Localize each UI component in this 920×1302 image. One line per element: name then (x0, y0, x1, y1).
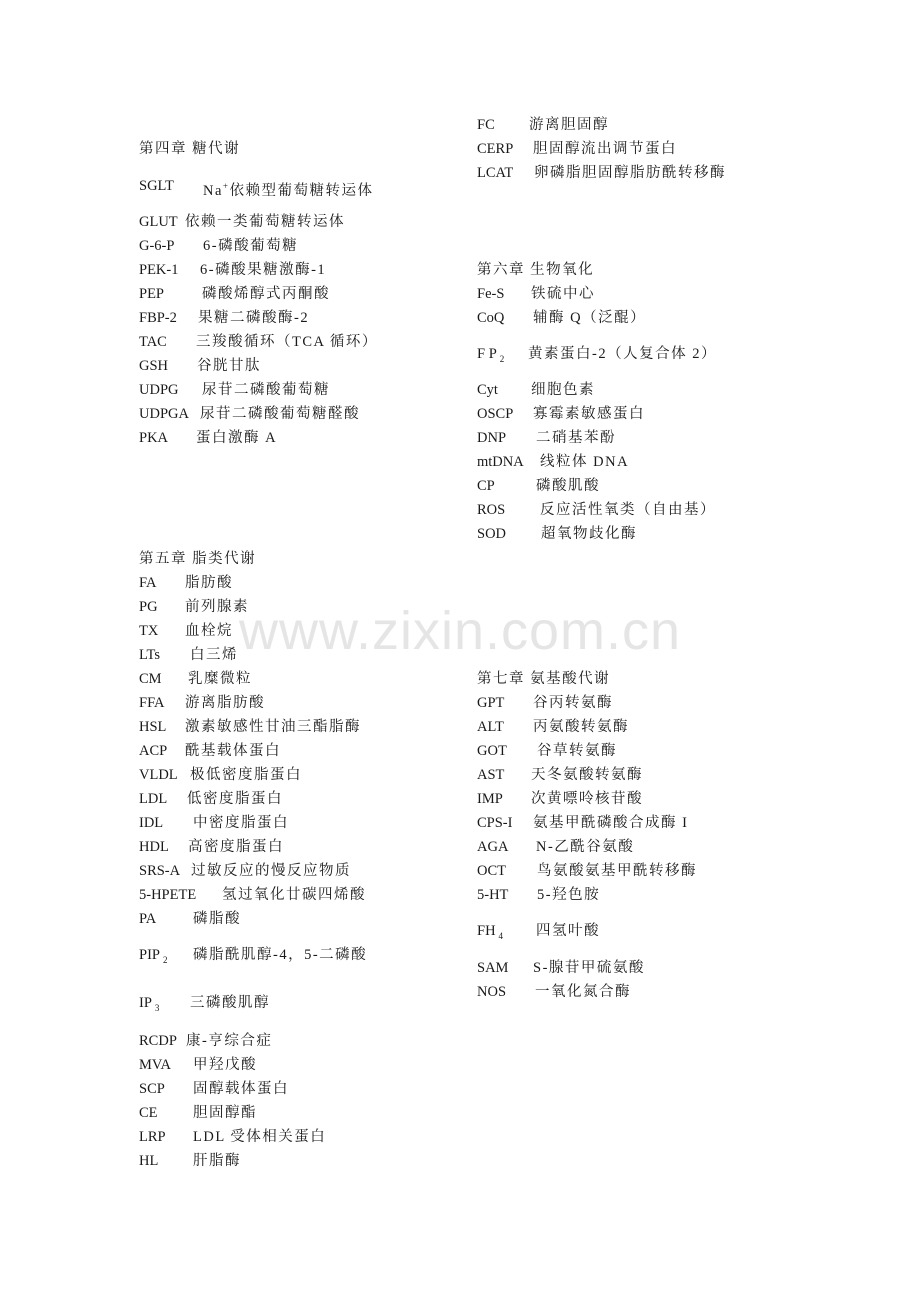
abbreviation: LRP (139, 1129, 166, 1145)
definition: 磷酸肌酸 (536, 478, 600, 494)
entry-fh4 (477, 921, 600, 941)
definition: 超氧物歧化酶 (541, 526, 637, 542)
entry-nos (477, 982, 631, 1002)
abbreviation: PA (139, 911, 157, 927)
abbreviation: GOT (477, 743, 507, 759)
definition: 鸟氨酸氨基甲酰转移酶 (537, 863, 697, 879)
abbreviation: LTs (139, 647, 161, 663)
abbreviation: IMP (477, 791, 503, 807)
abbreviation: IDL (139, 815, 164, 831)
entry-coq (477, 308, 646, 328)
entry-mva (139, 1055, 257, 1075)
entry-fc (477, 115, 609, 135)
abbreviation: 5-HPETE (139, 887, 197, 903)
abbreviation: MVA (139, 1057, 171, 1073)
entry-cyt (477, 380, 595, 400)
abbreviation: LDL (139, 791, 168, 807)
definition: 辅酶 Q（泛醌） (533, 310, 647, 326)
definition: 氨基甲酰磷酸合成酶 I (533, 815, 689, 831)
definition: 四氢叶酸 (536, 923, 600, 939)
definition: 磷酸烯醇式丙酮酸 (202, 286, 330, 302)
chapter-6-heading (477, 260, 594, 280)
entry-lcat (477, 163, 726, 183)
definition: 5-羟色胺 (537, 887, 601, 903)
definition: 6-磷酸葡萄糖 (203, 238, 299, 254)
entry-mtdna (477, 452, 629, 472)
abbreviation: SGLT (139, 178, 174, 194)
entry-cp (477, 476, 600, 496)
abbreviation: PIP $_2$ (139, 947, 168, 965)
definition: 酰基载体蛋白 (185, 743, 281, 759)
definition: 细胞色素 (531, 382, 595, 398)
entry-pa (139, 909, 241, 929)
entry-pg (139, 597, 249, 617)
entry-scp (139, 1079, 289, 1099)
entry-tac (139, 332, 378, 352)
definition: 脂肪酸 (185, 575, 233, 591)
abbreviation: HSL (139, 719, 167, 735)
definition: 6-磷酸果糖激酶-1 (200, 262, 327, 278)
definition: Na+依赖型葡萄糖转运体 (203, 181, 374, 199)
abbreviation: G-6-P (139, 238, 175, 254)
entry-fp2 (477, 344, 717, 364)
definition: 依赖一类葡萄糖转运体 (185, 214, 345, 230)
abbreviation: SCP (139, 1081, 165, 1097)
abbreviation: ALT (477, 719, 504, 735)
definition: 高密度脂蛋白 (188, 839, 284, 855)
entry-cm (139, 669, 252, 689)
entry-pip2 (139, 945, 367, 965)
definition: 黄素蛋白-2（人复合体 2） (528, 346, 717, 362)
definition: 三磷酸肌醇 (190, 995, 270, 1011)
definition: 尿苷二磷酸葡萄糖醛酸 (200, 406, 360, 422)
abbreviation: CP (477, 478, 495, 494)
definition: LDL 受体相关蛋白 (193, 1129, 327, 1145)
entry-pek1 (139, 260, 326, 280)
abbreviation: AST (477, 767, 505, 783)
entry-ast (477, 765, 643, 785)
abbreviation: CM (139, 671, 162, 687)
chapter-5-heading (139, 549, 256, 569)
entry-hl (139, 1151, 241, 1171)
entry-imp (477, 789, 643, 809)
definition: 铁硫中心 (531, 286, 595, 302)
abbreviation: VLDL (139, 767, 178, 783)
definition: 天冬氨酸转氨酶 (531, 767, 643, 783)
abbreviation: 5-HT (477, 887, 509, 903)
definition: 激素敏感性甘油三酯脂酶 (185, 719, 361, 735)
entry-glut (139, 212, 345, 232)
abbreviation: TX (139, 623, 159, 639)
entry-hdl (139, 837, 284, 857)
abbreviation: LCAT (477, 165, 514, 181)
entry-acp (139, 741, 281, 761)
abbreviation: CE (139, 1105, 158, 1121)
chapter-7-heading (477, 669, 610, 689)
definition: 磷脂酸 (193, 911, 241, 927)
entry-alt (477, 717, 629, 737)
entry-lts (139, 645, 238, 665)
definition: 寡霉素敏感蛋白 (533, 406, 645, 422)
entry-udpga (139, 404, 360, 424)
entry-ros (477, 500, 716, 520)
abbreviation: UDPG (139, 382, 179, 398)
definition: 甲羟戊酸 (193, 1057, 257, 1073)
entry-fa (139, 573, 233, 593)
entry-idl (139, 813, 289, 833)
abbreviation: mtDNA (477, 454, 524, 470)
definition: 卵磷脂胆固醇脂肪酰转移酶 (534, 165, 726, 181)
definition: 前列腺素 (185, 599, 249, 615)
entry-pep (139, 284, 330, 304)
entry-oct (477, 861, 697, 881)
abbreviation: PG (139, 599, 158, 615)
entry-g6p (139, 236, 298, 256)
definition: 血栓烷 (185, 623, 233, 639)
definition: 游离胆固醇 (529, 117, 609, 133)
definition: 极低密度脂蛋白 (190, 767, 302, 783)
watermark: www.zixin.com.cn (238, 601, 682, 661)
abbreviation: TAC (139, 334, 167, 350)
entry-sglt (139, 176, 374, 199)
definition: 中密度脂蛋白 (193, 815, 289, 831)
entry-srsa (139, 861, 351, 881)
chapter-title: 第四章 糖代谢 (139, 141, 241, 157)
abbreviation: FA (139, 575, 157, 591)
abbreviation: HL (139, 1153, 159, 1169)
entry-hsl (139, 717, 361, 737)
abbreviation: PKA (139, 430, 169, 446)
entry-vldl (139, 765, 302, 785)
abbreviation: SAM (477, 960, 509, 976)
abbreviation: OSCP (477, 406, 514, 422)
definition: 线粒体 DNA (540, 454, 630, 470)
definition: 三羧酸循环（TCA 循环） (196, 334, 378, 350)
definition: S-腺苷甲硫氨酸 (533, 960, 645, 976)
entry-ce (139, 1103, 257, 1123)
abbreviation: SRS-A (139, 863, 181, 879)
entry-cpsi (477, 813, 688, 833)
abbreviation: GLUT (139, 214, 178, 230)
entry-sam (477, 958, 645, 978)
abbreviation: GSH (139, 358, 169, 374)
definition: 次黄嘌呤核苷酸 (531, 791, 643, 807)
abbreviation: NOS (477, 984, 507, 1000)
definition: 白三烯 (190, 647, 238, 663)
definition: 谷胱甘肽 (197, 358, 261, 374)
definition: 固醇载体蛋白 (193, 1081, 289, 1097)
definition: 反应活性氧类（自由基） (540, 502, 716, 518)
definition: 乳糜微粒 (188, 671, 252, 687)
abbreviation: FFA (139, 695, 165, 711)
entry-got (477, 741, 617, 761)
entry-5ht (477, 885, 600, 905)
abbreviation: PEK-1 (139, 262, 179, 278)
abbreviation: F P $_2$ (477, 346, 505, 364)
chapter-4-heading (139, 139, 240, 159)
abbreviation: CERP (477, 141, 514, 157)
abbreviation: ACP (139, 743, 168, 759)
abbreviation: CoQ (477, 310, 505, 326)
entry-fbp2 (139, 308, 309, 328)
entry-aga (477, 837, 634, 857)
abbreviation: Cyt (477, 382, 498, 398)
chapter-title: 第五章 脂类代谢 (139, 551, 257, 567)
definition: 肝脂酶 (193, 1153, 241, 1169)
definition: 丙氨酸转氨酶 (533, 719, 629, 735)
entry-5hpete (139, 885, 366, 905)
entry-dnp (477, 428, 616, 448)
definition: 低密度脂蛋白 (187, 791, 283, 807)
abbreviation: OCT (477, 863, 506, 879)
entry-sod (477, 524, 637, 544)
entry-ldl (139, 789, 283, 809)
definition: 胆固醇流出调节蛋白 (533, 141, 677, 157)
definition: 胆固醇酯 (193, 1105, 257, 1121)
abbreviation: CPS-I (477, 815, 513, 831)
definition: 过敏反应的慢反应物质 (191, 863, 351, 879)
entry-rcdp (139, 1031, 272, 1051)
abbreviation: GPT (477, 695, 505, 711)
abbreviation: ROS (477, 502, 506, 518)
definition: 果糖二磷酸酶-2 (198, 310, 310, 326)
definition: 游离脂肪酸 (185, 695, 265, 711)
entry-oscp (477, 404, 645, 424)
definition: 二硝基苯酚 (536, 430, 616, 446)
definition: 谷草转氨酶 (537, 743, 617, 759)
abbreviation: UDPGA (139, 406, 189, 422)
abbreviation: IP $_3$ (139, 995, 160, 1013)
chapter-title: 第六章 生物氧化 (477, 262, 595, 278)
abbreviation: FBP-2 (139, 310, 177, 326)
entry-fes (477, 284, 595, 304)
entry-ip3 (139, 993, 270, 1013)
definition: N-乙酰谷氨酸 (536, 839, 635, 855)
abbreviation: SOD (477, 526, 507, 542)
definition: 蛋白激酶 A (196, 430, 278, 446)
abbreviation: AGA (477, 839, 509, 855)
chapter-title: 第七章 氨基酸代谢 (477, 671, 611, 687)
entry-gsh (139, 356, 261, 376)
definition: 磷脂酰肌醇-4，5-二磷酸 (193, 947, 368, 963)
definition: 尿苷二磷酸葡萄糖 (202, 382, 330, 398)
abbreviation: RCDP (139, 1033, 177, 1049)
definition: 氢过氧化廿碳四烯酸 (222, 887, 366, 903)
entry-tx (139, 621, 233, 641)
abbreviation: Fe-S (477, 286, 505, 302)
entry-lrp (139, 1127, 326, 1147)
abbreviation: PEP (139, 286, 164, 302)
entry-pka (139, 428, 277, 448)
entry-ffa (139, 693, 265, 713)
definition: 康-亨综合症 (186, 1033, 273, 1049)
entry-udpg (139, 380, 330, 400)
entry-gpt (477, 693, 613, 713)
abbreviation: HDL (139, 839, 169, 855)
abbreviation: FC (477, 117, 495, 133)
definition: 一氧化氮合酶 (535, 984, 631, 1000)
abbreviation: DNP (477, 430, 507, 446)
definition: 谷丙转氨酶 (533, 695, 613, 711)
entry-cerp (477, 139, 677, 159)
abbreviation: FH $_4$ (477, 923, 504, 941)
